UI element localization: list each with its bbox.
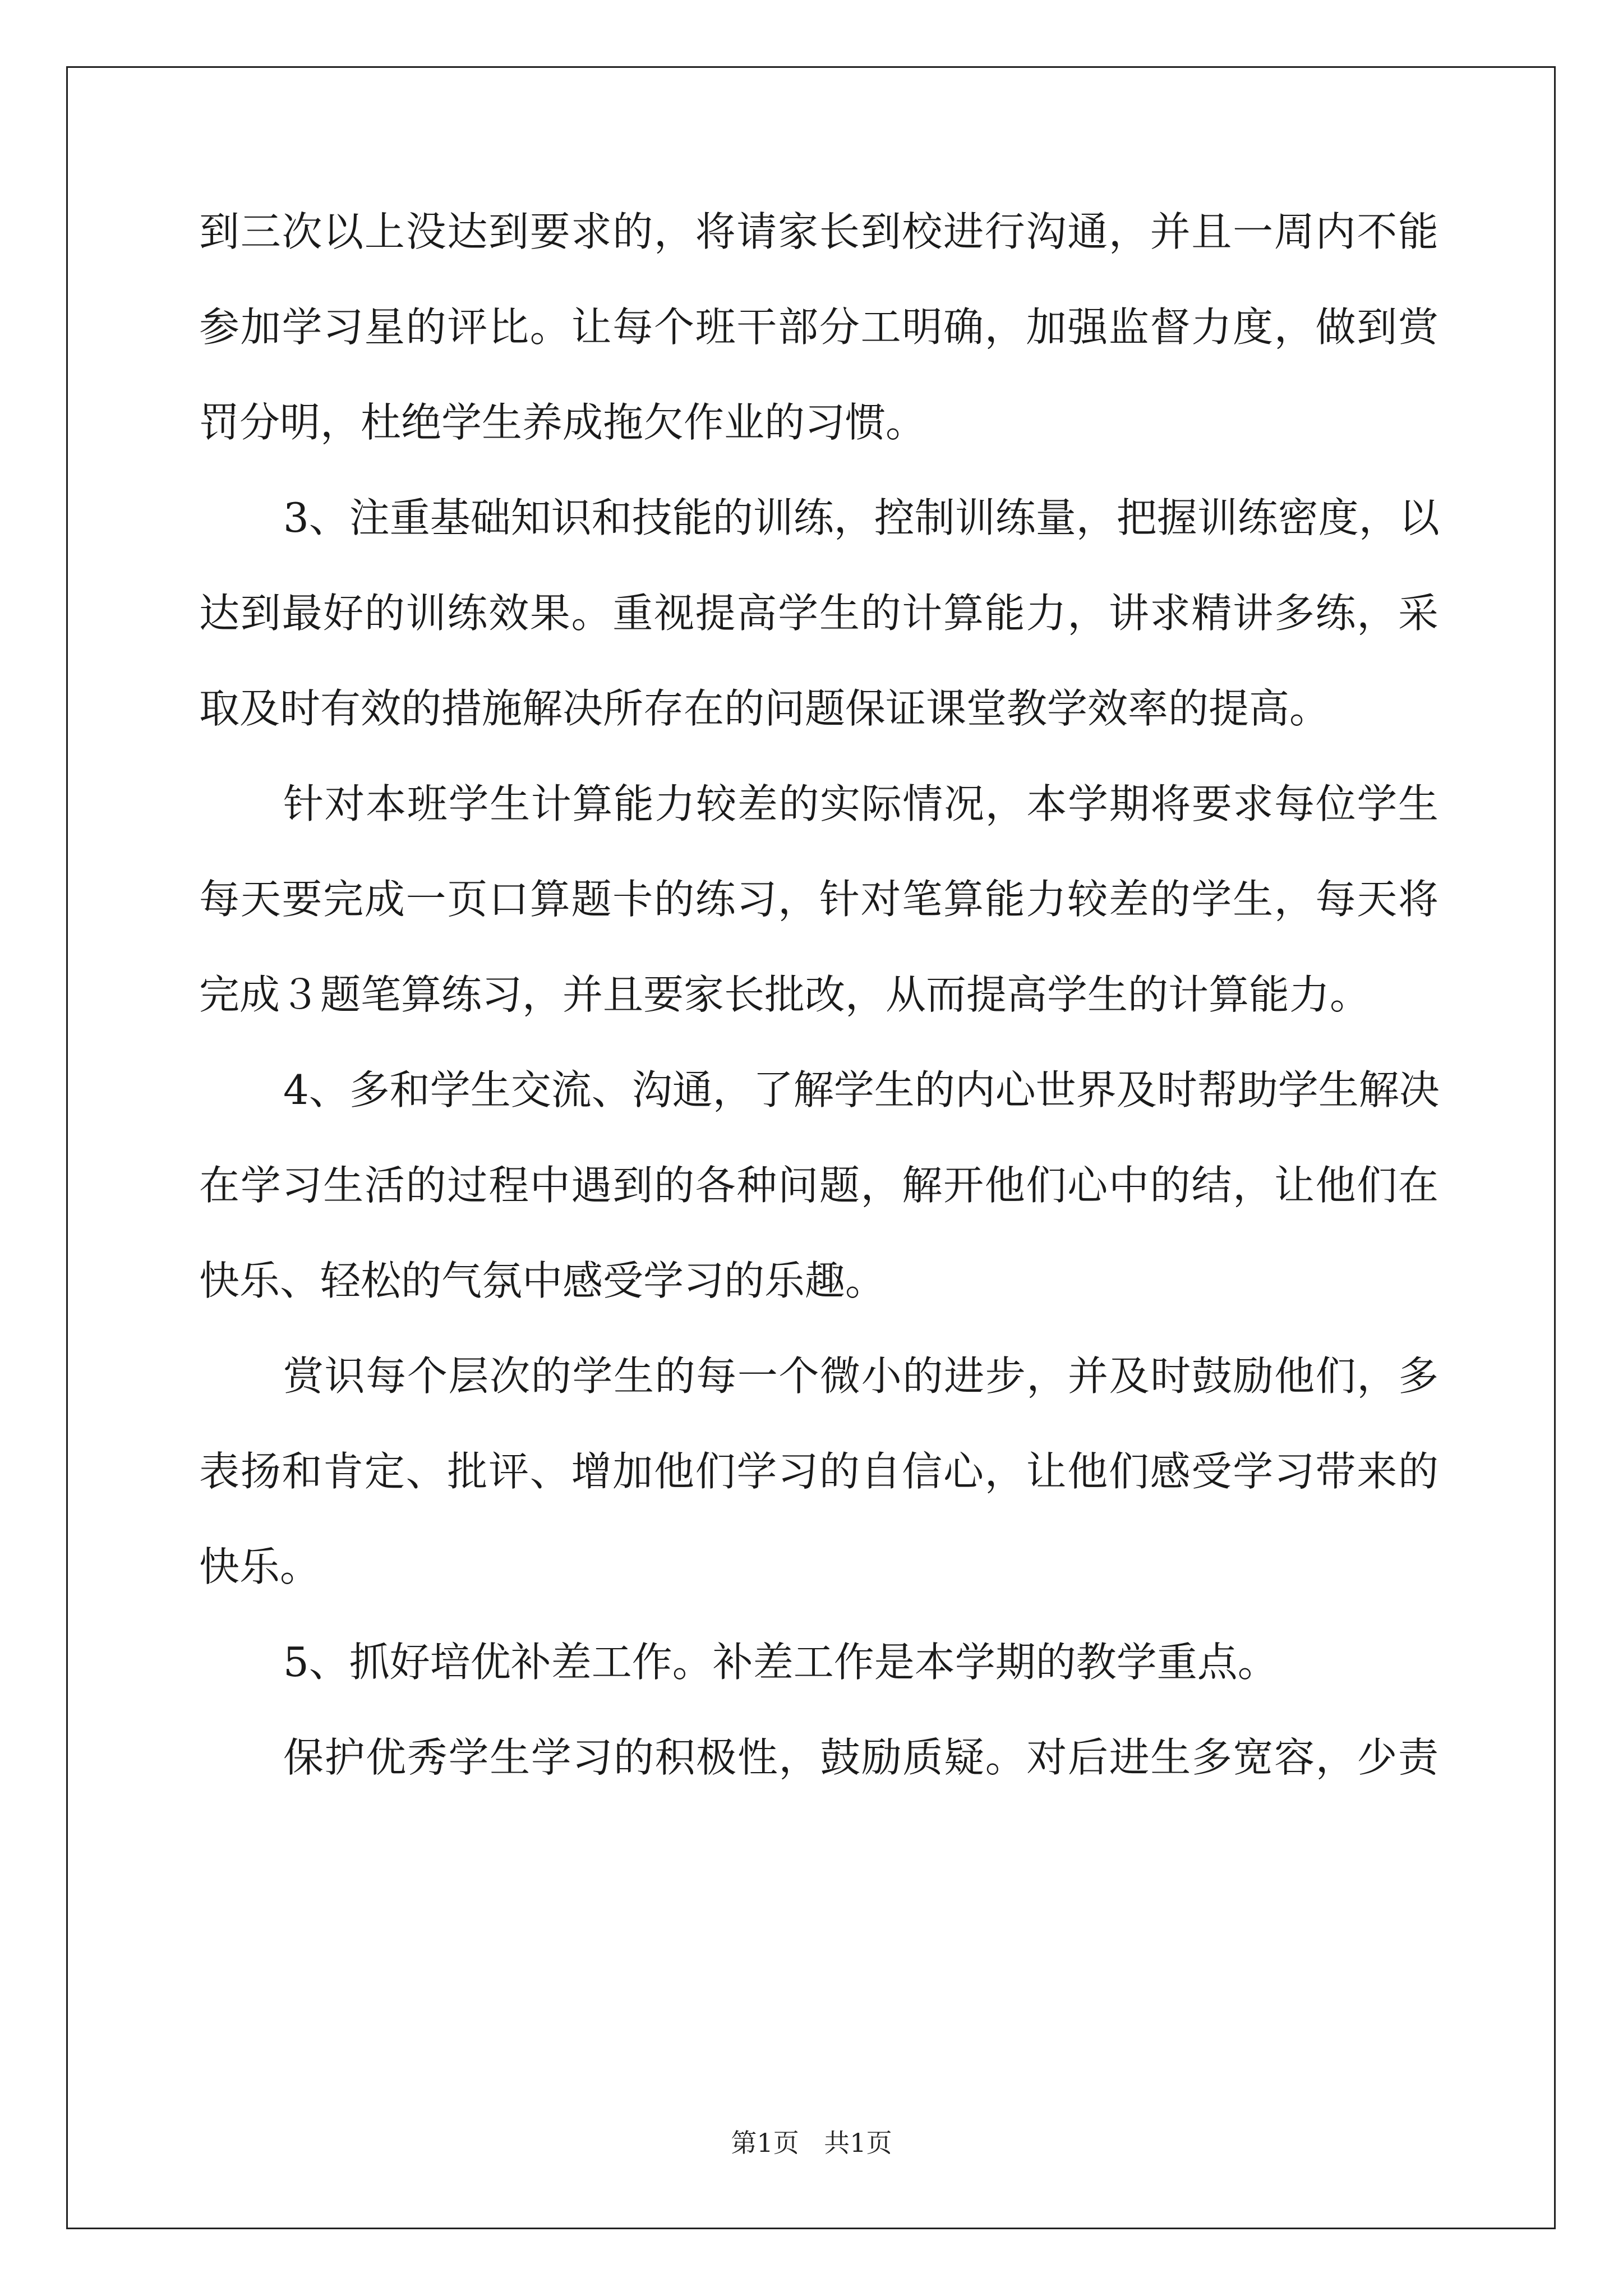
text-line: 赏识每个层次的学生的每一个微小的进步，并及时鼓励他们，多 xyxy=(283,1352,1438,1400)
text-line: 达到最好的训练效果。重视提高学生的计算能力，讲求精讲多练，采 xyxy=(199,590,1438,637)
text-line: 快乐。 xyxy=(199,1543,321,1590)
text-line: 5、抓好培优补差工作。补差工作是本学期的教学重点。 xyxy=(283,1639,1278,1686)
text-line: 3、注重基础知识和技能的训练，控制训练量，把握训练密度，以 xyxy=(283,494,1440,541)
text-line: 快乐、轻松的气氛中感受学习的乐趣。 xyxy=(199,1257,886,1304)
text-line: 表扬和肯定、批评、增加他们学习的自信心，让他们感受学习带来的 xyxy=(199,1448,1438,1495)
text-line: 完成３题笔算练习，并且要家长批改，从而提高学生的计算能力。 xyxy=(199,971,1371,1018)
text-line: 保护优秀学生学习的积极性，鼓励质疑。对后进生多宽容，少责 xyxy=(283,1734,1438,1781)
text-line: 4、多和学生交流、沟通，了解学生的内心世界及时帮助学生解决 xyxy=(283,1066,1440,1114)
text-line: 罚分明，杜绝学生养成拖欠作业的习惯。 xyxy=(199,399,926,446)
text-line: 参加学习星的评比。让每个班干部分工明确，加强监督力度，做到赏 xyxy=(199,303,1438,351)
page-footer: 第1页 共1页 xyxy=(731,2128,892,2158)
page-border xyxy=(66,66,1556,2229)
text-line: 针对本班学生计算能力较差的实际情况，本学期将要求每位学生 xyxy=(283,780,1438,827)
text-line: 每天要完成一页口算题卡的练习，针对笔算能力较差的学生，每天将 xyxy=(199,876,1438,923)
text-line: 取及时有效的措施解决所存在的问题保证课堂教学效率的提高。 xyxy=(199,685,1330,732)
text-line: 在学习生活的过程中遇到的各种问题，解开他们心中的结，让他们在 xyxy=(199,1162,1438,1209)
text-line: 到三次以上没达到要求的，将请家长到校进行沟通，并且一周内不能 xyxy=(199,208,1438,255)
